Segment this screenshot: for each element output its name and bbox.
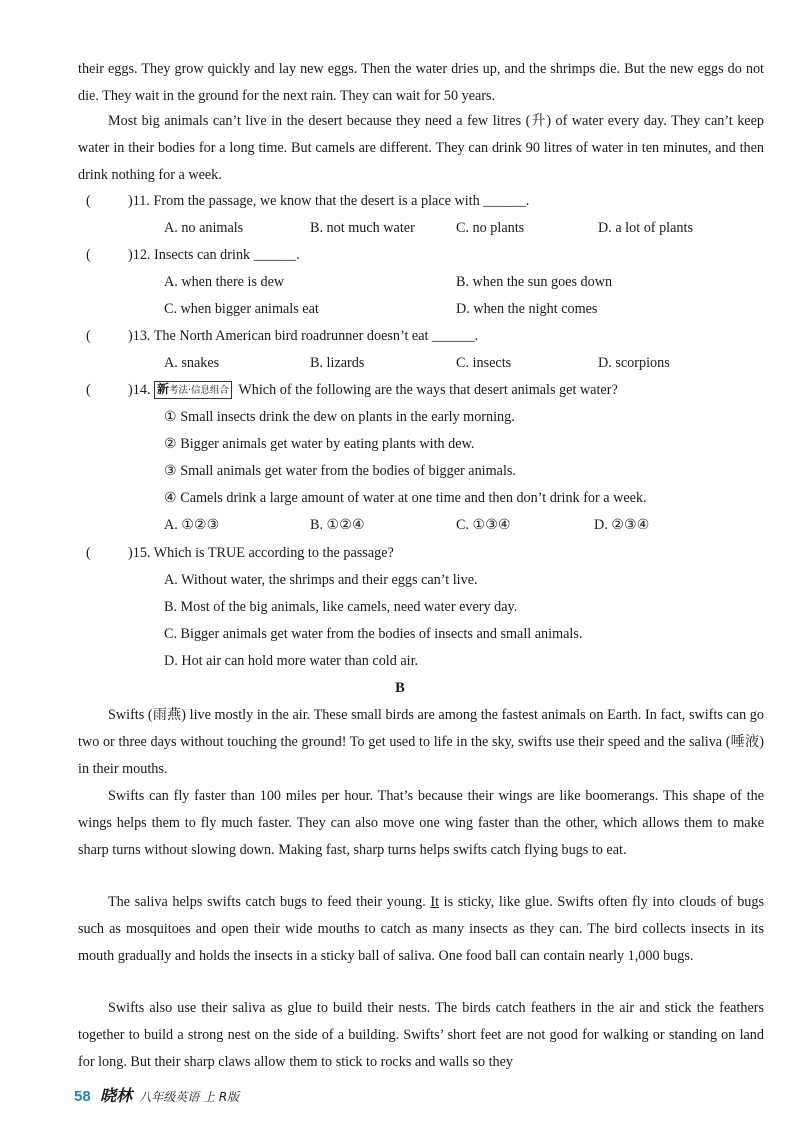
question-11 bbox=[78, 188, 768, 214]
option-a: A. Without water, the shrimps and their eggs can’t live. bbox=[164, 572, 478, 588]
question-15 bbox=[78, 540, 768, 566]
question-13-stem: )13. The North American bird roadrunner doesn’t eat ______. bbox=[128, 328, 479, 344]
answer-paren: ( bbox=[86, 193, 91, 209]
passage-b-paragraph-1: Swifts (雨燕) live mostly in the air. These small birds are among the fastest animals on Earth. In fact, swifts can go two or three days without touching the ground! To get used to life in the sky, swifts use their speed and the saliva (唾液) in their mouths. bbox=[78, 707, 764, 777]
answer-paren: ( bbox=[86, 382, 91, 398]
option-b: B. Most of the big animals, like camels, need water every day. bbox=[164, 599, 518, 615]
option-c: C. when bigger animals eat bbox=[164, 301, 319, 317]
passage-a-paragraph-2: Most big animals can’t live in the desert because they need a few litres (升) of water every day. They can’t keep water in their bodies for a long time. But camels are different. They can drink 90 litres of water in ten minutes, and then drink nothing for a week. bbox=[78, 113, 764, 183]
question-13 bbox=[78, 323, 768, 349]
question-15-stem: )15. Which is TRUE according to the passage? bbox=[128, 545, 394, 561]
question-14 bbox=[78, 377, 768, 403]
option-d: D. Hot air can hold more water than cold air. bbox=[164, 653, 419, 669]
question-12-stem: )12. Insects can drink ______. bbox=[128, 247, 300, 263]
underlined-word-it: It bbox=[430, 894, 440, 910]
option-b: B. not much water bbox=[310, 220, 415, 236]
option-b: B. when the sun goes down bbox=[456, 274, 613, 290]
option-a: A. snakes bbox=[164, 355, 220, 371]
passage-b-paragraph-3 bbox=[78, 889, 764, 969]
option-c: C. insects bbox=[456, 355, 512, 371]
statement-1: ① Small insects drink the dew on plants in the early morning. bbox=[164, 409, 515, 425]
question-14-text: Which of the following are the ways that desert animals get water? bbox=[238, 382, 618, 398]
book-title: 八年级英语 上 R版 bbox=[139, 1090, 240, 1104]
publisher-logo: 晓林 bbox=[99, 1086, 132, 1105]
p3-after: is sticky, like glue. Swifts often fly into clouds of bugs such as mosquitoes and open their wide mouths to catch as many insects as they can. The bird collects insects in its mouth gradually and holds the insects in a sticky ball of saliva. One food ball can contain nearly 1,000 bugs. bbox=[78, 894, 765, 964]
new-exam-type-tag bbox=[154, 381, 232, 399]
question-14-stem bbox=[128, 377, 618, 403]
option-d: D. when the night comes bbox=[456, 301, 598, 317]
passage-b-paragraph-4: Swifts also use their saliva as glue to build their nests. The birds catch feathers in the air and stick the feathers together to build a strong nest on the side of a building. Swifts’ short feet are not good for walking or standing on land for long. But their sharp claws allow them to stick to rocks and walls so they bbox=[78, 1000, 764, 1070]
option-b: B. lizards bbox=[310, 355, 365, 371]
question-14-number: )14. bbox=[128, 382, 151, 398]
new-label: 新 bbox=[157, 382, 170, 396]
option-d: D. scorpions bbox=[598, 355, 670, 371]
p3-before: The saliva helps swifts catch bugs to feed their young. bbox=[108, 894, 431, 910]
option-a: A. when there is dew bbox=[164, 274, 285, 290]
statement-3: ③ Small animals get water from the bodies of bigger animals. bbox=[164, 463, 516, 479]
option-c: C. Bigger animals get water from the bodies of insects and small animals. bbox=[164, 626, 583, 642]
option-c: C. no plants bbox=[456, 220, 525, 236]
statement-4: ④ Camels drink a large amount of water at one time and then don’t drink for a week. bbox=[164, 490, 647, 506]
passage-a-paragraph-1: their eggs. They grow quickly and lay new eggs. Then the water dries up, and the shrimps die. But the new eggs do not die. They wait in the ground for the next rain. They can wait for 50 years. bbox=[78, 61, 764, 104]
answer-paren: ( bbox=[86, 545, 91, 561]
option-d: D. ②③④ bbox=[594, 517, 650, 533]
tag-label: 考法·信息组合 bbox=[169, 385, 230, 396]
option-d: D. a lot of plants bbox=[598, 220, 693, 236]
option-a: A. ①②③ bbox=[164, 517, 220, 533]
page-footer bbox=[74, 1084, 239, 1108]
option-c: C. ①③④ bbox=[456, 517, 511, 533]
passage-b-paragraph-2: Swifts can fly faster than 100 miles per hour. That’s because their wings are like boomerangs. This shape of the wings helps them to fly much faster. They can also move one wing faster than the other, which allows them to make sharp turns without slowing down. Making fast, sharp turns helps swifts catch flying bugs to eat. bbox=[78, 788, 764, 858]
option-b: B. ①②④ bbox=[310, 517, 365, 533]
statement-2: ② Bigger animals get water by eating plants with dew. bbox=[164, 436, 475, 452]
option-a: A. no animals bbox=[164, 220, 244, 236]
question-12 bbox=[78, 242, 768, 268]
question-11-stem: )11. From the passage, we know that the desert is a place with ______. bbox=[128, 193, 530, 209]
section-b-title: B bbox=[395, 680, 405, 696]
page-number: 58 bbox=[74, 1088, 91, 1105]
answer-paren: ( bbox=[86, 328, 91, 344]
answer-paren: ( bbox=[86, 247, 91, 263]
